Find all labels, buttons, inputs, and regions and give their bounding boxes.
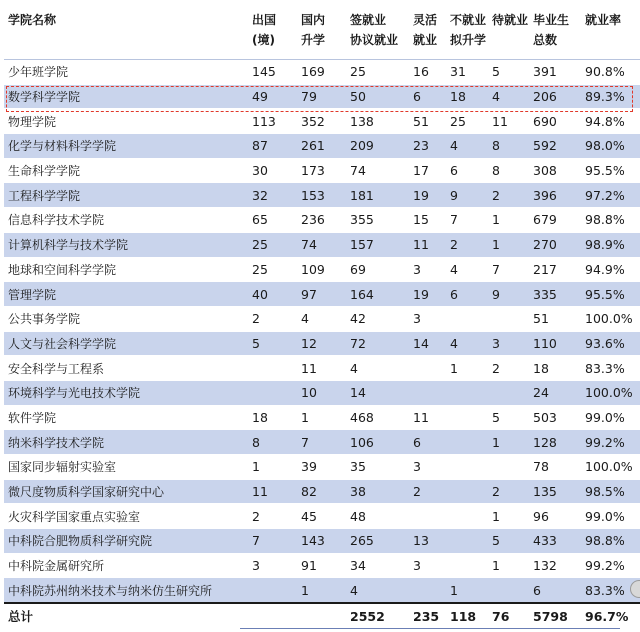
cell-employment-rate: 98.8% bbox=[581, 208, 640, 233]
cell-domestic-study: 261 bbox=[297, 134, 346, 159]
cell-awaiting-employment bbox=[488, 455, 529, 480]
cell-total-graduates: 132 bbox=[529, 553, 581, 578]
cell-not-employed-planning-study: 7 bbox=[446, 208, 488, 233]
header-domestic-study: 国内 升学 bbox=[297, 8, 346, 60]
cell-domestic-study: 10 bbox=[297, 380, 346, 405]
cell-college-name: 火灾科学国家重点实验室 bbox=[4, 504, 248, 529]
cell-not-employed-planning-study: 6 bbox=[446, 282, 488, 307]
cell-abroad: 49 bbox=[248, 84, 297, 109]
cell-employment-rate: 94.9% bbox=[581, 257, 640, 282]
table-row bbox=[4, 134, 640, 159]
cell-abroad: 8 bbox=[248, 430, 297, 455]
cell-college-name: 生命科学学院 bbox=[4, 158, 248, 183]
cell-contract-employment: 355 bbox=[346, 208, 409, 233]
employment-statistics-table bbox=[4, 8, 640, 629]
cell-not-employed-planning-study: 2 bbox=[446, 232, 488, 257]
cell-college-name: 计算机科学与技术学院 bbox=[4, 232, 248, 257]
table-row bbox=[4, 183, 640, 208]
cell-awaiting-employment: 4 bbox=[488, 84, 529, 109]
cell-awaiting-employment: 3 bbox=[488, 331, 529, 356]
cell-flexible-employment: 19 bbox=[409, 183, 446, 208]
cell-college-name: 人文与社会科学学院 bbox=[4, 331, 248, 356]
cell-college-name: 化学与材料科学学院 bbox=[4, 134, 248, 159]
cell-contract-employment: 34 bbox=[346, 553, 409, 578]
cell-flexible-employment: 3 bbox=[409, 306, 446, 331]
table-row bbox=[4, 479, 640, 504]
cell-contract-employment: 4 bbox=[346, 578, 409, 603]
cell-employment-rate: 98.5% bbox=[581, 479, 640, 504]
header-abroad: 出国 (境) bbox=[248, 8, 297, 60]
total-flexible-employment: 235 bbox=[409, 603, 446, 629]
cell-awaiting-employment: 9 bbox=[488, 282, 529, 307]
table-row bbox=[4, 158, 640, 183]
cell-college-name: 少年班学院 bbox=[4, 60, 248, 85]
cell-contract-employment: 74 bbox=[346, 158, 409, 183]
cell-domestic-study: 153 bbox=[297, 183, 346, 208]
table-row bbox=[4, 306, 640, 331]
cell-not-employed-planning-study: 6 bbox=[446, 158, 488, 183]
header-not-employed-planning-study: 不就业 拟升学 bbox=[446, 8, 488, 60]
cell-total-graduates: 503 bbox=[529, 405, 581, 430]
header-employment-rate: 就业率 bbox=[581, 8, 640, 60]
cell-flexible-employment: 19 bbox=[409, 282, 446, 307]
cell-abroad: 87 bbox=[248, 134, 297, 159]
cell-employment-rate: 83.3% bbox=[581, 356, 640, 381]
cell-flexible-employment: 17 bbox=[409, 158, 446, 183]
cell-abroad: 40 bbox=[248, 282, 297, 307]
cell-not-employed-planning-study: 25 bbox=[446, 109, 488, 134]
cell-total-graduates: 96 bbox=[529, 504, 581, 529]
cell-flexible-employment: 3 bbox=[409, 553, 446, 578]
table-row bbox=[4, 282, 640, 307]
cell-not-employed-planning-study bbox=[446, 504, 488, 529]
cell-total-graduates: 433 bbox=[529, 529, 581, 554]
cell-total-graduates: 690 bbox=[529, 109, 581, 134]
cell-awaiting-employment: 1 bbox=[488, 553, 529, 578]
cell-employment-rate: 83.3% bbox=[581, 578, 640, 603]
cell-domestic-study: 7 bbox=[297, 430, 346, 455]
cell-domestic-study: 4 bbox=[297, 306, 346, 331]
total-awaiting-employment: 76 bbox=[488, 603, 529, 629]
cell-employment-rate: 98.0% bbox=[581, 134, 640, 159]
cell-flexible-employment: 2 bbox=[409, 479, 446, 504]
cell-not-employed-planning-study: 31 bbox=[446, 60, 488, 85]
cell-domestic-study: 39 bbox=[297, 455, 346, 480]
table-row bbox=[4, 257, 640, 282]
cell-flexible-employment: 16 bbox=[409, 60, 446, 85]
cell-flexible-employment: 14 bbox=[409, 331, 446, 356]
cell-employment-rate: 94.8% bbox=[581, 109, 640, 134]
total-college-name: 总计 bbox=[4, 603, 248, 629]
cell-contract-employment: 69 bbox=[346, 257, 409, 282]
cell-contract-employment: 106 bbox=[346, 430, 409, 455]
cell-domestic-study: 11 bbox=[297, 356, 346, 381]
table-row bbox=[4, 430, 640, 455]
cell-not-employed-planning-study bbox=[446, 455, 488, 480]
cell-flexible-employment: 51 bbox=[409, 109, 446, 134]
cell-employment-rate: 99.2% bbox=[581, 430, 640, 455]
cell-flexible-employment: 3 bbox=[409, 455, 446, 480]
cell-awaiting-employment: 2 bbox=[488, 479, 529, 504]
cell-domestic-study: 45 bbox=[297, 504, 346, 529]
cell-flexible-employment: 3 bbox=[409, 257, 446, 282]
cell-total-graduates: 128 bbox=[529, 430, 581, 455]
cell-total-graduates: 206 bbox=[529, 84, 581, 109]
cell-abroad bbox=[248, 578, 297, 603]
cell-college-name: 中科院金属研究所 bbox=[4, 553, 248, 578]
divider-line bbox=[240, 628, 620, 629]
cell-domestic-study: 143 bbox=[297, 529, 346, 554]
total-not-employed-planning-study: 118 bbox=[446, 603, 488, 629]
header-college-name: 学院名称 bbox=[4, 8, 248, 60]
cell-awaiting-employment bbox=[488, 578, 529, 603]
cell-college-name: 国家同步辐射实验室 bbox=[4, 455, 248, 480]
table-row bbox=[4, 455, 640, 480]
cell-contract-employment: 25 bbox=[346, 60, 409, 85]
cell-contract-employment: 181 bbox=[346, 183, 409, 208]
cell-employment-rate: 95.5% bbox=[581, 282, 640, 307]
table-row bbox=[4, 356, 640, 381]
table-row bbox=[4, 232, 640, 257]
cell-contract-employment: 72 bbox=[346, 331, 409, 356]
cell-total-graduates: 592 bbox=[529, 134, 581, 159]
cell-abroad: 2 bbox=[248, 504, 297, 529]
cell-awaiting-employment: 5 bbox=[488, 60, 529, 85]
cell-domestic-study: 82 bbox=[297, 479, 346, 504]
cell-domestic-study: 352 bbox=[297, 109, 346, 134]
cell-flexible-employment bbox=[409, 380, 446, 405]
cell-contract-employment: 157 bbox=[346, 232, 409, 257]
cell-contract-employment: 138 bbox=[346, 109, 409, 134]
cell-abroad: 30 bbox=[248, 158, 297, 183]
cell-awaiting-employment: 8 bbox=[488, 158, 529, 183]
cell-employment-rate: 99.0% bbox=[581, 504, 640, 529]
cell-awaiting-employment: 2 bbox=[488, 183, 529, 208]
cell-contract-employment: 38 bbox=[346, 479, 409, 504]
cell-not-employed-planning-study: 4 bbox=[446, 331, 488, 356]
cell-awaiting-employment: 1 bbox=[488, 430, 529, 455]
cell-abroad: 1 bbox=[248, 455, 297, 480]
cell-contract-employment: 14 bbox=[346, 380, 409, 405]
cell-total-graduates: 335 bbox=[529, 282, 581, 307]
total-employment-rate: 96.7% bbox=[581, 603, 640, 629]
cell-total-graduates: 217 bbox=[529, 257, 581, 282]
table-row bbox=[4, 331, 640, 356]
cell-abroad: 32 bbox=[248, 183, 297, 208]
cell-employment-rate: 93.6% bbox=[581, 331, 640, 356]
cell-college-name: 安全科学与工程系 bbox=[4, 356, 248, 381]
cell-total-graduates: 396 bbox=[529, 183, 581, 208]
table-row bbox=[4, 405, 640, 430]
cell-abroad: 25 bbox=[248, 257, 297, 282]
cell-total-graduates: 679 bbox=[529, 208, 581, 233]
cell-college-name: 地球和空间科学学院 bbox=[4, 257, 248, 282]
cell-flexible-employment: 15 bbox=[409, 208, 446, 233]
cell-domestic-study: 1 bbox=[297, 578, 346, 603]
cell-college-name: 管理学院 bbox=[4, 282, 248, 307]
cell-awaiting-employment: 5 bbox=[488, 405, 529, 430]
header-contract-employment: 签就业 协议就业 bbox=[346, 8, 409, 60]
table-row bbox=[4, 529, 640, 554]
total-row bbox=[4, 603, 640, 629]
cell-abroad bbox=[248, 356, 297, 381]
cell-not-employed-planning-study bbox=[446, 306, 488, 331]
cell-contract-employment: 164 bbox=[346, 282, 409, 307]
cell-abroad: 113 bbox=[248, 109, 297, 134]
cell-employment-rate: 95.5% bbox=[581, 158, 640, 183]
cell-awaiting-employment: 1 bbox=[488, 232, 529, 257]
cell-college-name: 纳米科学技术学院 bbox=[4, 430, 248, 455]
table-row bbox=[4, 380, 640, 405]
table-row bbox=[4, 109, 640, 134]
cell-flexible-employment: 23 bbox=[409, 134, 446, 159]
cell-domestic-study: 169 bbox=[297, 60, 346, 85]
cell-college-name: 环境科学与光电技术学院 bbox=[4, 380, 248, 405]
table-row bbox=[4, 578, 640, 603]
cell-flexible-employment: 6 bbox=[409, 84, 446, 109]
cell-not-employed-planning-study: 1 bbox=[446, 356, 488, 381]
cell-abroad: 2 bbox=[248, 306, 297, 331]
cell-awaiting-employment: 5 bbox=[488, 529, 529, 554]
cell-domestic-study: 109 bbox=[297, 257, 346, 282]
cell-contract-employment: 35 bbox=[346, 455, 409, 480]
cell-flexible-employment: 6 bbox=[409, 430, 446, 455]
cell-not-employed-planning-study bbox=[446, 553, 488, 578]
cell-employment-rate: 99.0% bbox=[581, 405, 640, 430]
total-total-graduates: 5798 bbox=[529, 603, 581, 629]
header-total-graduates: 毕业生 总数 bbox=[529, 8, 581, 60]
table-row bbox=[4, 60, 640, 85]
cell-awaiting-employment: 11 bbox=[488, 109, 529, 134]
cell-domestic-study: 173 bbox=[297, 158, 346, 183]
cell-abroad: 145 bbox=[248, 60, 297, 85]
cell-flexible-employment: 11 bbox=[409, 405, 446, 430]
cell-total-graduates: 6 bbox=[529, 578, 581, 603]
cell-contract-employment: 468 bbox=[346, 405, 409, 430]
cell-employment-rate: 98.8% bbox=[581, 529, 640, 554]
cell-college-name: 物理学院 bbox=[4, 109, 248, 134]
cell-abroad: 3 bbox=[248, 553, 297, 578]
cell-flexible-employment bbox=[409, 578, 446, 603]
cell-college-name: 软件学院 bbox=[4, 405, 248, 430]
cell-not-employed-planning-study: 4 bbox=[446, 257, 488, 282]
cell-domestic-study: 1 bbox=[297, 405, 346, 430]
cell-not-employed-planning-study bbox=[446, 405, 488, 430]
cell-college-name: 信息科学技术学院 bbox=[4, 208, 248, 233]
cell-awaiting-employment bbox=[488, 380, 529, 405]
table-row bbox=[4, 504, 640, 529]
cell-total-graduates: 135 bbox=[529, 479, 581, 504]
cell-college-name: 中科院合肥物质科学研究院 bbox=[4, 529, 248, 554]
cell-abroad: 25 bbox=[248, 232, 297, 257]
header-row bbox=[4, 8, 640, 60]
cell-employment-rate: 99.2% bbox=[581, 553, 640, 578]
cell-awaiting-employment: 8 bbox=[488, 134, 529, 159]
cell-total-graduates: 308 bbox=[529, 158, 581, 183]
cell-employment-rate: 100.0% bbox=[581, 455, 640, 480]
cell-contract-employment: 50 bbox=[346, 84, 409, 109]
cell-college-name: 微尺度物质科学国家研究中心 bbox=[4, 479, 248, 504]
cell-total-graduates: 110 bbox=[529, 331, 581, 356]
cell-contract-employment: 265 bbox=[346, 529, 409, 554]
cell-college-name: 中科院苏州纳米技术与纳米仿生研究所 bbox=[4, 578, 248, 603]
cell-flexible-employment bbox=[409, 504, 446, 529]
cell-domestic-study: 12 bbox=[297, 331, 346, 356]
cell-domestic-study: 79 bbox=[297, 84, 346, 109]
cell-not-employed-planning-study bbox=[446, 529, 488, 554]
cell-employment-rate: 89.3% bbox=[581, 84, 640, 109]
cell-abroad bbox=[248, 380, 297, 405]
cell-not-employed-planning-study bbox=[446, 380, 488, 405]
cell-total-graduates: 391 bbox=[529, 60, 581, 85]
cell-contract-employment: 209 bbox=[346, 134, 409, 159]
cell-abroad: 18 bbox=[248, 405, 297, 430]
cell-domestic-study: 236 bbox=[297, 208, 346, 233]
cell-flexible-employment bbox=[409, 356, 446, 381]
cell-employment-rate: 90.8% bbox=[581, 60, 640, 85]
cell-domestic-study: 91 bbox=[297, 553, 346, 578]
header-awaiting-employment: 待就业 bbox=[488, 8, 529, 60]
cell-awaiting-employment: 2 bbox=[488, 356, 529, 381]
total-abroad bbox=[248, 603, 297, 629]
header-flexible-employment: 灵活 就业 bbox=[409, 8, 446, 60]
cell-contract-employment: 48 bbox=[346, 504, 409, 529]
cell-contract-employment: 4 bbox=[346, 356, 409, 381]
cell-total-graduates: 78 bbox=[529, 455, 581, 480]
total-contract-employment: 2552 bbox=[346, 603, 409, 629]
table-row bbox=[4, 208, 640, 233]
cell-not-employed-planning-study bbox=[446, 479, 488, 504]
cell-employment-rate: 100.0% bbox=[581, 306, 640, 331]
total-domestic-study bbox=[297, 603, 346, 629]
cell-abroad: 11 bbox=[248, 479, 297, 504]
cell-college-name: 数学科学学院 bbox=[4, 84, 248, 109]
cell-total-graduates: 270 bbox=[529, 232, 581, 257]
cell-flexible-employment: 11 bbox=[409, 232, 446, 257]
cell-total-graduates: 51 bbox=[529, 306, 581, 331]
cell-not-employed-planning-study: 18 bbox=[446, 84, 488, 109]
cell-abroad: 65 bbox=[248, 208, 297, 233]
cell-employment-rate: 97.2% bbox=[581, 183, 640, 208]
cell-college-name: 工程科学学院 bbox=[4, 183, 248, 208]
cell-total-graduates: 24 bbox=[529, 380, 581, 405]
table-row bbox=[4, 553, 640, 578]
cell-not-employed-planning-study: 1 bbox=[446, 578, 488, 603]
cell-abroad: 7 bbox=[248, 529, 297, 554]
cell-employment-rate: 98.9% bbox=[581, 232, 640, 257]
cell-total-graduates: 18 bbox=[529, 356, 581, 381]
cell-awaiting-employment: 1 bbox=[488, 208, 529, 233]
cell-flexible-employment: 13 bbox=[409, 529, 446, 554]
cell-college-name: 公共事务学院 bbox=[4, 306, 248, 331]
cell-not-employed-planning-study: 4 bbox=[446, 134, 488, 159]
cell-contract-employment: 42 bbox=[346, 306, 409, 331]
table-body bbox=[4, 60, 640, 629]
cell-employment-rate: 100.0% bbox=[581, 380, 640, 405]
table-row bbox=[4, 84, 640, 109]
cell-not-employed-planning-study: 9 bbox=[446, 183, 488, 208]
cell-awaiting-employment bbox=[488, 306, 529, 331]
cell-awaiting-employment: 7 bbox=[488, 257, 529, 282]
cell-domestic-study: 74 bbox=[297, 232, 346, 257]
cell-not-employed-planning-study bbox=[446, 430, 488, 455]
cell-awaiting-employment: 1 bbox=[488, 504, 529, 529]
cell-abroad: 5 bbox=[248, 331, 297, 356]
cell-domestic-study: 97 bbox=[297, 282, 346, 307]
